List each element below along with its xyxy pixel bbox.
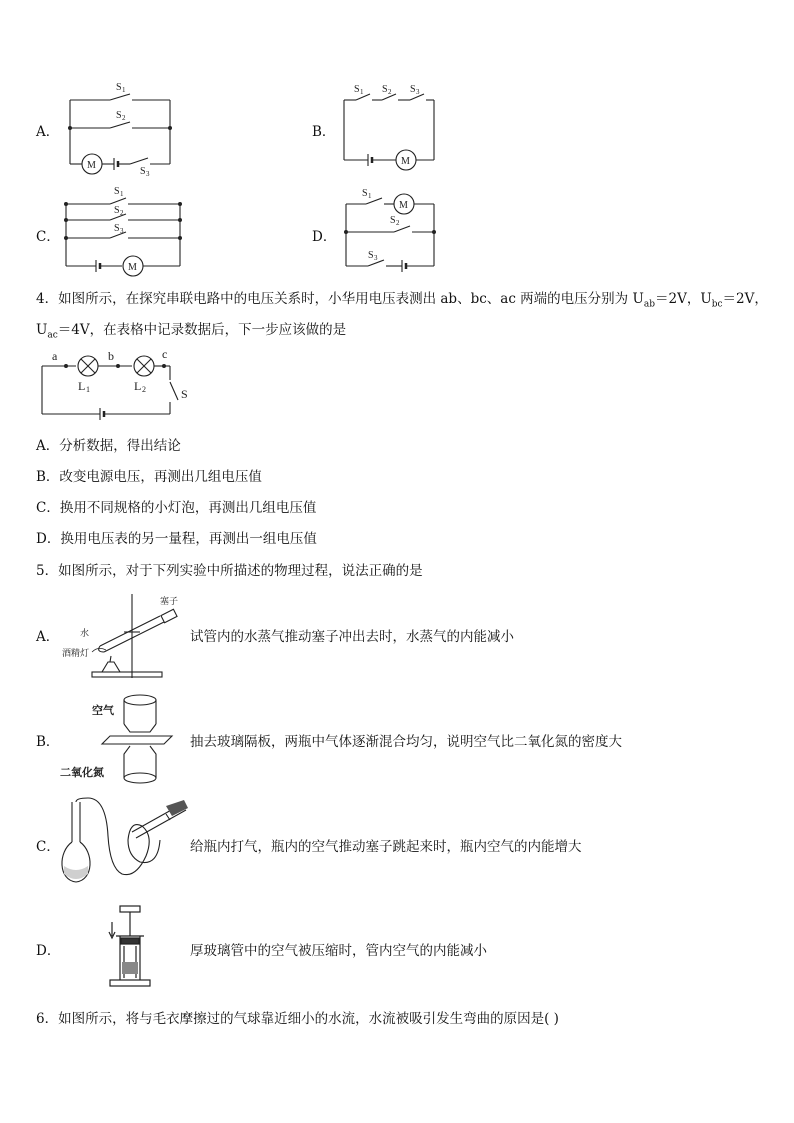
label-no2: 二氧化氮 xyxy=(60,767,104,779)
q3-circuit-a xyxy=(60,80,190,180)
q4-option-b[interactable]: B．改变电源电压，再测出几组电压值 xyxy=(36,469,262,485)
point-b: b xyxy=(108,349,114,363)
svg-text:2: 2 xyxy=(142,385,146,394)
svg-text:S: S xyxy=(410,84,416,95)
svg-text:2: 2 xyxy=(122,114,126,122)
q5-option-d[interactable]: D． xyxy=(36,943,61,959)
svg-text:S: S xyxy=(368,250,374,261)
lamp-l1-label: L xyxy=(78,379,86,393)
svg-text:2: 2 xyxy=(388,88,392,96)
compression-tube-figure xyxy=(104,902,164,994)
svg-text:3: 3 xyxy=(416,88,420,96)
svg-text:2: 2 xyxy=(396,219,400,227)
lamp-l2-label: L xyxy=(134,379,142,393)
q4-circuit xyxy=(36,346,196,424)
svg-text:2: 2 xyxy=(120,209,124,217)
q3-option-a[interactable] xyxy=(36,120,59,140)
label-stopper: 塞子 xyxy=(160,596,179,606)
svg-text:S: S xyxy=(362,188,368,199)
q4-stem-line1: 4．如图所示，在探究串联电路中的电压关系时，小华用电压表测出 ab、bc、ac 两端的电压分别为 $U_{ab}=2V$，$U_{bc}=2V$， xyxy=(36,291,768,310)
svg-text:1: 1 xyxy=(360,88,364,96)
q5-option-c[interactable]: C． xyxy=(36,839,60,855)
q5-option-d-text: 厚玻璃管中的空气被压缩时，管内空气的内能减小 xyxy=(190,943,487,959)
svg-text:S: S xyxy=(354,84,360,95)
switch-s-label: S xyxy=(181,387,188,401)
point-a: a xyxy=(52,349,58,363)
svg-text:1: 1 xyxy=(122,86,126,94)
q5-option-b[interactable]: B． xyxy=(36,734,60,750)
svg-text:S: S xyxy=(114,186,120,197)
svg-text:S: S xyxy=(114,223,120,234)
q5-option-a-text: 试管内的水蒸气推动塞子冲出去时，水蒸气的内能减小 xyxy=(190,629,514,645)
q5-option-b-text: 抽去玻璃隔板，两瓶中气体逐渐混合均匀，说明空气比二氧化氮的密度大 xyxy=(190,734,622,750)
q5-option-a[interactable]: A． xyxy=(36,629,60,645)
svg-text:3: 3 xyxy=(374,254,378,262)
label-alcohol-lamp: 酒精灯 xyxy=(62,648,90,658)
label-air: 空气 xyxy=(92,705,114,717)
q4-option-a[interactable]: A．分析数据，得出结论 xyxy=(36,438,181,454)
point-c: c xyxy=(162,347,168,361)
q6-stem: 6．如图所示，将与毛衣摩擦过的气球靠近细小的水流，水流被吸引发生弯曲的原因是( ) xyxy=(36,1011,559,1027)
svg-text:S: S xyxy=(382,84,388,95)
q5-option-c-text: 给瓶内打气，瓶内的空气推动塞子跳起来时，瓶内空气的内能增大 xyxy=(190,839,582,855)
label-motor: M xyxy=(87,160,96,171)
q3-option-c[interactable] xyxy=(36,225,60,245)
flask-pump-figure xyxy=(62,796,188,890)
q3-circuit-b xyxy=(334,80,444,170)
label-water: 水 xyxy=(80,628,90,638)
svg-text:1: 1 xyxy=(86,385,90,394)
q3-circuit-c xyxy=(58,184,188,274)
label-s1: S xyxy=(116,82,122,93)
svg-text:M: M xyxy=(399,200,408,211)
svg-text:1: 1 xyxy=(120,190,124,198)
q4-stem-line2: $U_{ac}=4V$，在表格中记录数据后，下一步应该做的是 xyxy=(36,322,347,341)
label-s2: S xyxy=(116,110,122,121)
option-letter: D． xyxy=(312,229,337,245)
q3-circuit-d xyxy=(338,184,448,274)
q3-option-b[interactable] xyxy=(312,120,335,140)
option-letter: B． xyxy=(312,124,336,140)
option-letter: C． xyxy=(36,229,60,245)
test-tube-steam-figure xyxy=(62,590,182,682)
svg-text:3: 3 xyxy=(146,170,150,178)
svg-text:S: S xyxy=(390,215,396,226)
label-s3: S xyxy=(140,166,146,177)
q4-option-c[interactable]: C．换用不同规格的小灯泡，再测出几组电压值 xyxy=(36,500,317,516)
q4-option-d[interactable]: D．换用电压表的另一量程，再测出一组电压值 xyxy=(36,531,317,547)
svg-text:M: M xyxy=(128,262,137,273)
q5-stem: 5．如图所示，对于下列实验中所描述的物理过程，说法正确的是 xyxy=(36,563,423,579)
gas-diffusion-figure xyxy=(60,690,180,790)
option-letter: A． xyxy=(36,124,60,140)
svg-text:M: M xyxy=(401,156,410,167)
q3-option-d[interactable] xyxy=(312,225,336,245)
svg-text:S: S xyxy=(114,205,120,216)
svg-text:1: 1 xyxy=(368,192,372,200)
svg-text:3: 3 xyxy=(120,227,124,235)
